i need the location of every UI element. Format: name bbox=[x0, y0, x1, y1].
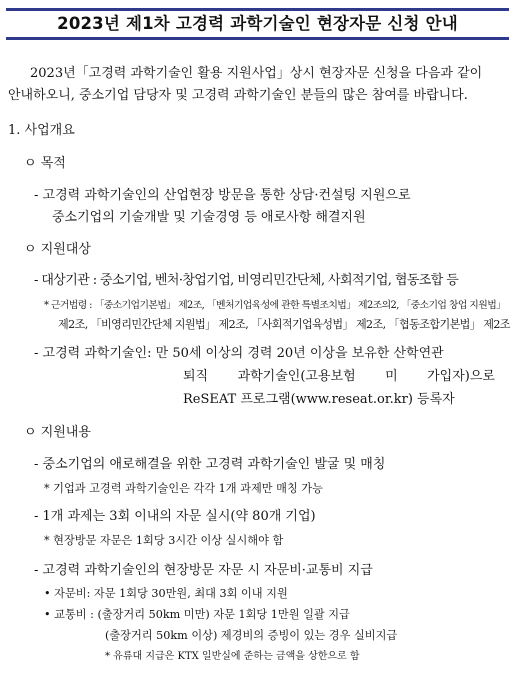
purpose-line-1: - 고경력 과학기술인의 산업현장 방문을 통한 상담·컨설팅 지원으로 bbox=[34, 188, 411, 203]
target-org-line: - 대상기관 : 중소기업, 벤처·창업기업, 비영리민간단체, 사회적기업, 협동조합 등 bbox=[34, 273, 459, 288]
person-line-2-part: 미 bbox=[385, 369, 398, 384]
section-heading: 1. 사업개요 bbox=[8, 123, 75, 138]
content-match-line: - 중소기업의 애로해결을 위한 고경력 과학기술인 발굴 및 매칭 bbox=[34, 457, 386, 472]
fee-note: * 유류대 지급은 KTX 일반실에 준하는 금액을 상한으로 함 bbox=[105, 651, 360, 662]
purpose-line-2: 중소기업의 기술개발 및 기술경영 등 애로사항 해결지원 bbox=[52, 210, 366, 225]
page-title: 2023년 제1차 고경력 과학기술인 현장자문 신청 안내 bbox=[57, 14, 458, 33]
content-match-note: * 기업과 고경력 과학기술인은 각각 1개 과제만 매칭 가능 bbox=[44, 482, 323, 495]
intro-line-2: 안내하오니, 중소기업 담당자 및 고경력 과학기술인 분들의 많은 참여를 바랍니다. bbox=[8, 88, 468, 103]
target-law-line-1: * 근거법령 : 「중소기업기본법」 제2조, 「벤처기업육성에 관한 특별조치법」 제2조의2, 「중소기업 창업 지원법」 bbox=[44, 300, 506, 311]
title-block bbox=[6, 8, 509, 40]
content-consult-note: * 현장방문 자문은 1회당 3시간 이상 실시해야 함 bbox=[44, 534, 284, 547]
fee-item-transport-2: (출장거리 50km 이상) 제경비의 증빙이 있는 경우 실비지급 bbox=[105, 629, 398, 642]
person-line-2-part: 과학기술인(고용보험 bbox=[237, 369, 356, 384]
person-line-2-part: 가입자)으로 bbox=[427, 369, 495, 384]
title-bottom-rule bbox=[6, 37, 509, 40]
target-heading: ㅇ 지원대상 bbox=[24, 242, 91, 257]
intro-line-1: 2023년「고경력 과학기술인 활용 지원사업」상시 현장자문 신청을 다음과 같이 bbox=[30, 66, 483, 81]
content-consult-line: - 1개 과제는 3회 이내의 자문 실시(약 80개 기업) bbox=[34, 509, 316, 524]
fee-item-transport: • 교통비 : (출장거리 50km 미만) 자문 1회당 1만원 일괄 지급 bbox=[44, 608, 350, 621]
person-line-2-part: 퇴직 bbox=[183, 369, 209, 384]
fee-item-advisory: • 자문비: 자문 1회당 30만원, 최대 3회 이내 지원 bbox=[44, 587, 288, 600]
content-fee-line: - 고경력 과학기술인의 현장방문 자문 시 자문비·교통비 지급 bbox=[34, 563, 373, 578]
purpose-heading: ㅇ 목적 bbox=[24, 156, 66, 171]
target-person-line-2 bbox=[183, 368, 495, 386]
content-heading: ㅇ 지원내용 bbox=[24, 425, 91, 440]
target-law-line-2: 제2조, 「비영리민간단체 지원법」 제2조, 「사회적기업육성법」 제2조, 「협동조합기본법」 제2조 bbox=[58, 318, 510, 331]
target-person-line: - 고경력 과학기술인: 만 50세 이상의 경력 20년 이상을 보유한 산학연관 bbox=[34, 346, 444, 361]
target-person-line-3: ReSEAT 프로그램(www.reseat.or.kr) 등록자 bbox=[183, 392, 455, 407]
